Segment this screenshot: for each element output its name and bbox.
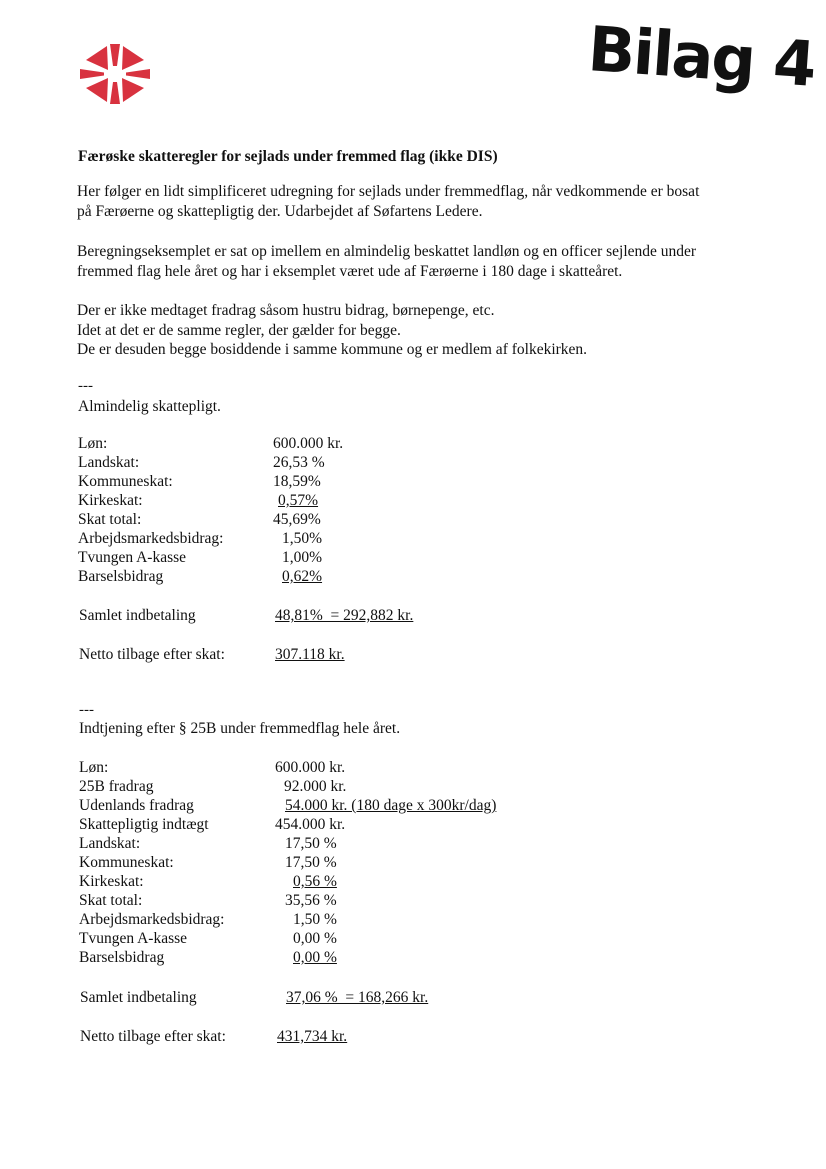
- section-heading: Indtjening efter § 25B under fremmedflag hele året.: [79, 720, 401, 737]
- row-label: Skat total:: [79, 892, 143, 909]
- row-value: 0,00 %: [293, 930, 337, 947]
- document-title: Færøske skatteregler for sejlads under fremmed flag (ikke DIS): [78, 148, 498, 165]
- row-label: 25B fradrag: [79, 778, 154, 795]
- row-value: 17,50 %: [285, 854, 337, 871]
- row-value: 54.000 kr. (180 dage x 300kr/dag): [285, 797, 497, 814]
- row-label: Kommuneskat:: [78, 473, 173, 490]
- section-separator: ---: [79, 702, 94, 718]
- row-value: 18,59%: [273, 473, 321, 490]
- section-heading: Almindelig skattepligt.: [78, 398, 221, 415]
- total-value: 48,81% = 292,882 kr.: [275, 607, 414, 624]
- row-label: Kommuneskat:: [79, 854, 174, 871]
- row-value: 1,50 %: [293, 911, 337, 928]
- text-line: Her følger en lidt simplificeret udregning for sejlads under fremmedflag, når vedkommende er bosat: [77, 183, 700, 200]
- row-value: 1,50%: [282, 530, 323, 547]
- row-label: Landskat:: [79, 835, 141, 852]
- row-value: 1,00%: [282, 549, 323, 566]
- row-value: 600.000 kr.: [275, 759, 346, 776]
- row-value: 600.000 kr.: [273, 435, 344, 452]
- row-label: Skattepligtig indtægt: [79, 816, 209, 833]
- net-value: 431,734 kr.: [277, 1028, 348, 1045]
- row-value: 0,00 %: [293, 949, 337, 966]
- row-label: Tvungen A-kasse: [79, 930, 188, 947]
- row-label: Landskat:: [78, 454, 140, 471]
- row-label: Kirkeskat:: [78, 492, 143, 509]
- row-label: Kirkeskat:: [79, 873, 144, 890]
- row-label: Skat total:: [78, 511, 142, 528]
- section-separator: ---: [78, 378, 93, 394]
- row-label: Løn:: [79, 759, 109, 776]
- row-label: Arbejdsmarkedsbidrag:: [78, 530, 224, 547]
- net-label: Netto tilbage efter skat:: [79, 646, 225, 663]
- row-value: 0,57%: [278, 492, 319, 509]
- row-value: 92.000 kr.: [284, 778, 347, 795]
- net-label: Netto tilbage efter skat:: [80, 1028, 226, 1045]
- row-label: Barselsbidrag: [78, 568, 164, 585]
- row-label: Tvungen A-kasse: [78, 549, 187, 566]
- handwritten-annotation: Bilag 4: [585, 12, 817, 101]
- total-label: Samlet indbetaling: [79, 607, 196, 624]
- row-value: 0,62%: [282, 568, 323, 585]
- text-line: fremmed flag hele året og har i eksemplet været ude af Færøerne i 180 dage i skatteåret.: [77, 262, 623, 280]
- row-label: Barselsbidrag: [79, 949, 165, 966]
- row-value: 45,69%: [273, 511, 321, 528]
- row-value: 454.000 kr.: [275, 816, 346, 833]
- row-value: 35,56 %: [285, 892, 337, 909]
- row-label: Arbejdsmarkedsbidrag:: [79, 911, 225, 928]
- row-value: 26,53 %: [273, 454, 325, 471]
- total-value: 37,06 % = 168,266 kr.: [286, 989, 429, 1006]
- text-line: på Færøerne og skattepligtig der. Udarbejdet af Søfartens Ledere.: [77, 202, 483, 220]
- text-line: De er desuden begge bosiddende i samme kommune og er medlem af folkekirken.: [77, 341, 588, 358]
- text-line: Idet at det er de samme regler, der gælder for begge.: [77, 321, 401, 339]
- total-label: Samlet indbetaling: [80, 989, 197, 1006]
- row-label: Udenlands fradrag: [79, 797, 194, 814]
- text-line: Der er ikke medtaget fradrag såsom hustru bidrag, børnepenge, etc.: [77, 302, 495, 319]
- row-value: 17,50 %: [285, 835, 337, 852]
- row-value: 0,56 %: [293, 873, 337, 890]
- intro-paragraph: [77, 182, 777, 221]
- assumptions-paragraph: [77, 301, 777, 360]
- text-line: Beregningseksemplet er sat op imellem en almindelig beskattet landløn og en officer sejlende under: [77, 243, 697, 260]
- net-value: 307.118 kr.: [275, 646, 345, 663]
- row-label: Løn:: [78, 435, 108, 452]
- method-paragraph: [77, 242, 777, 281]
- logo: [80, 44, 150, 104]
